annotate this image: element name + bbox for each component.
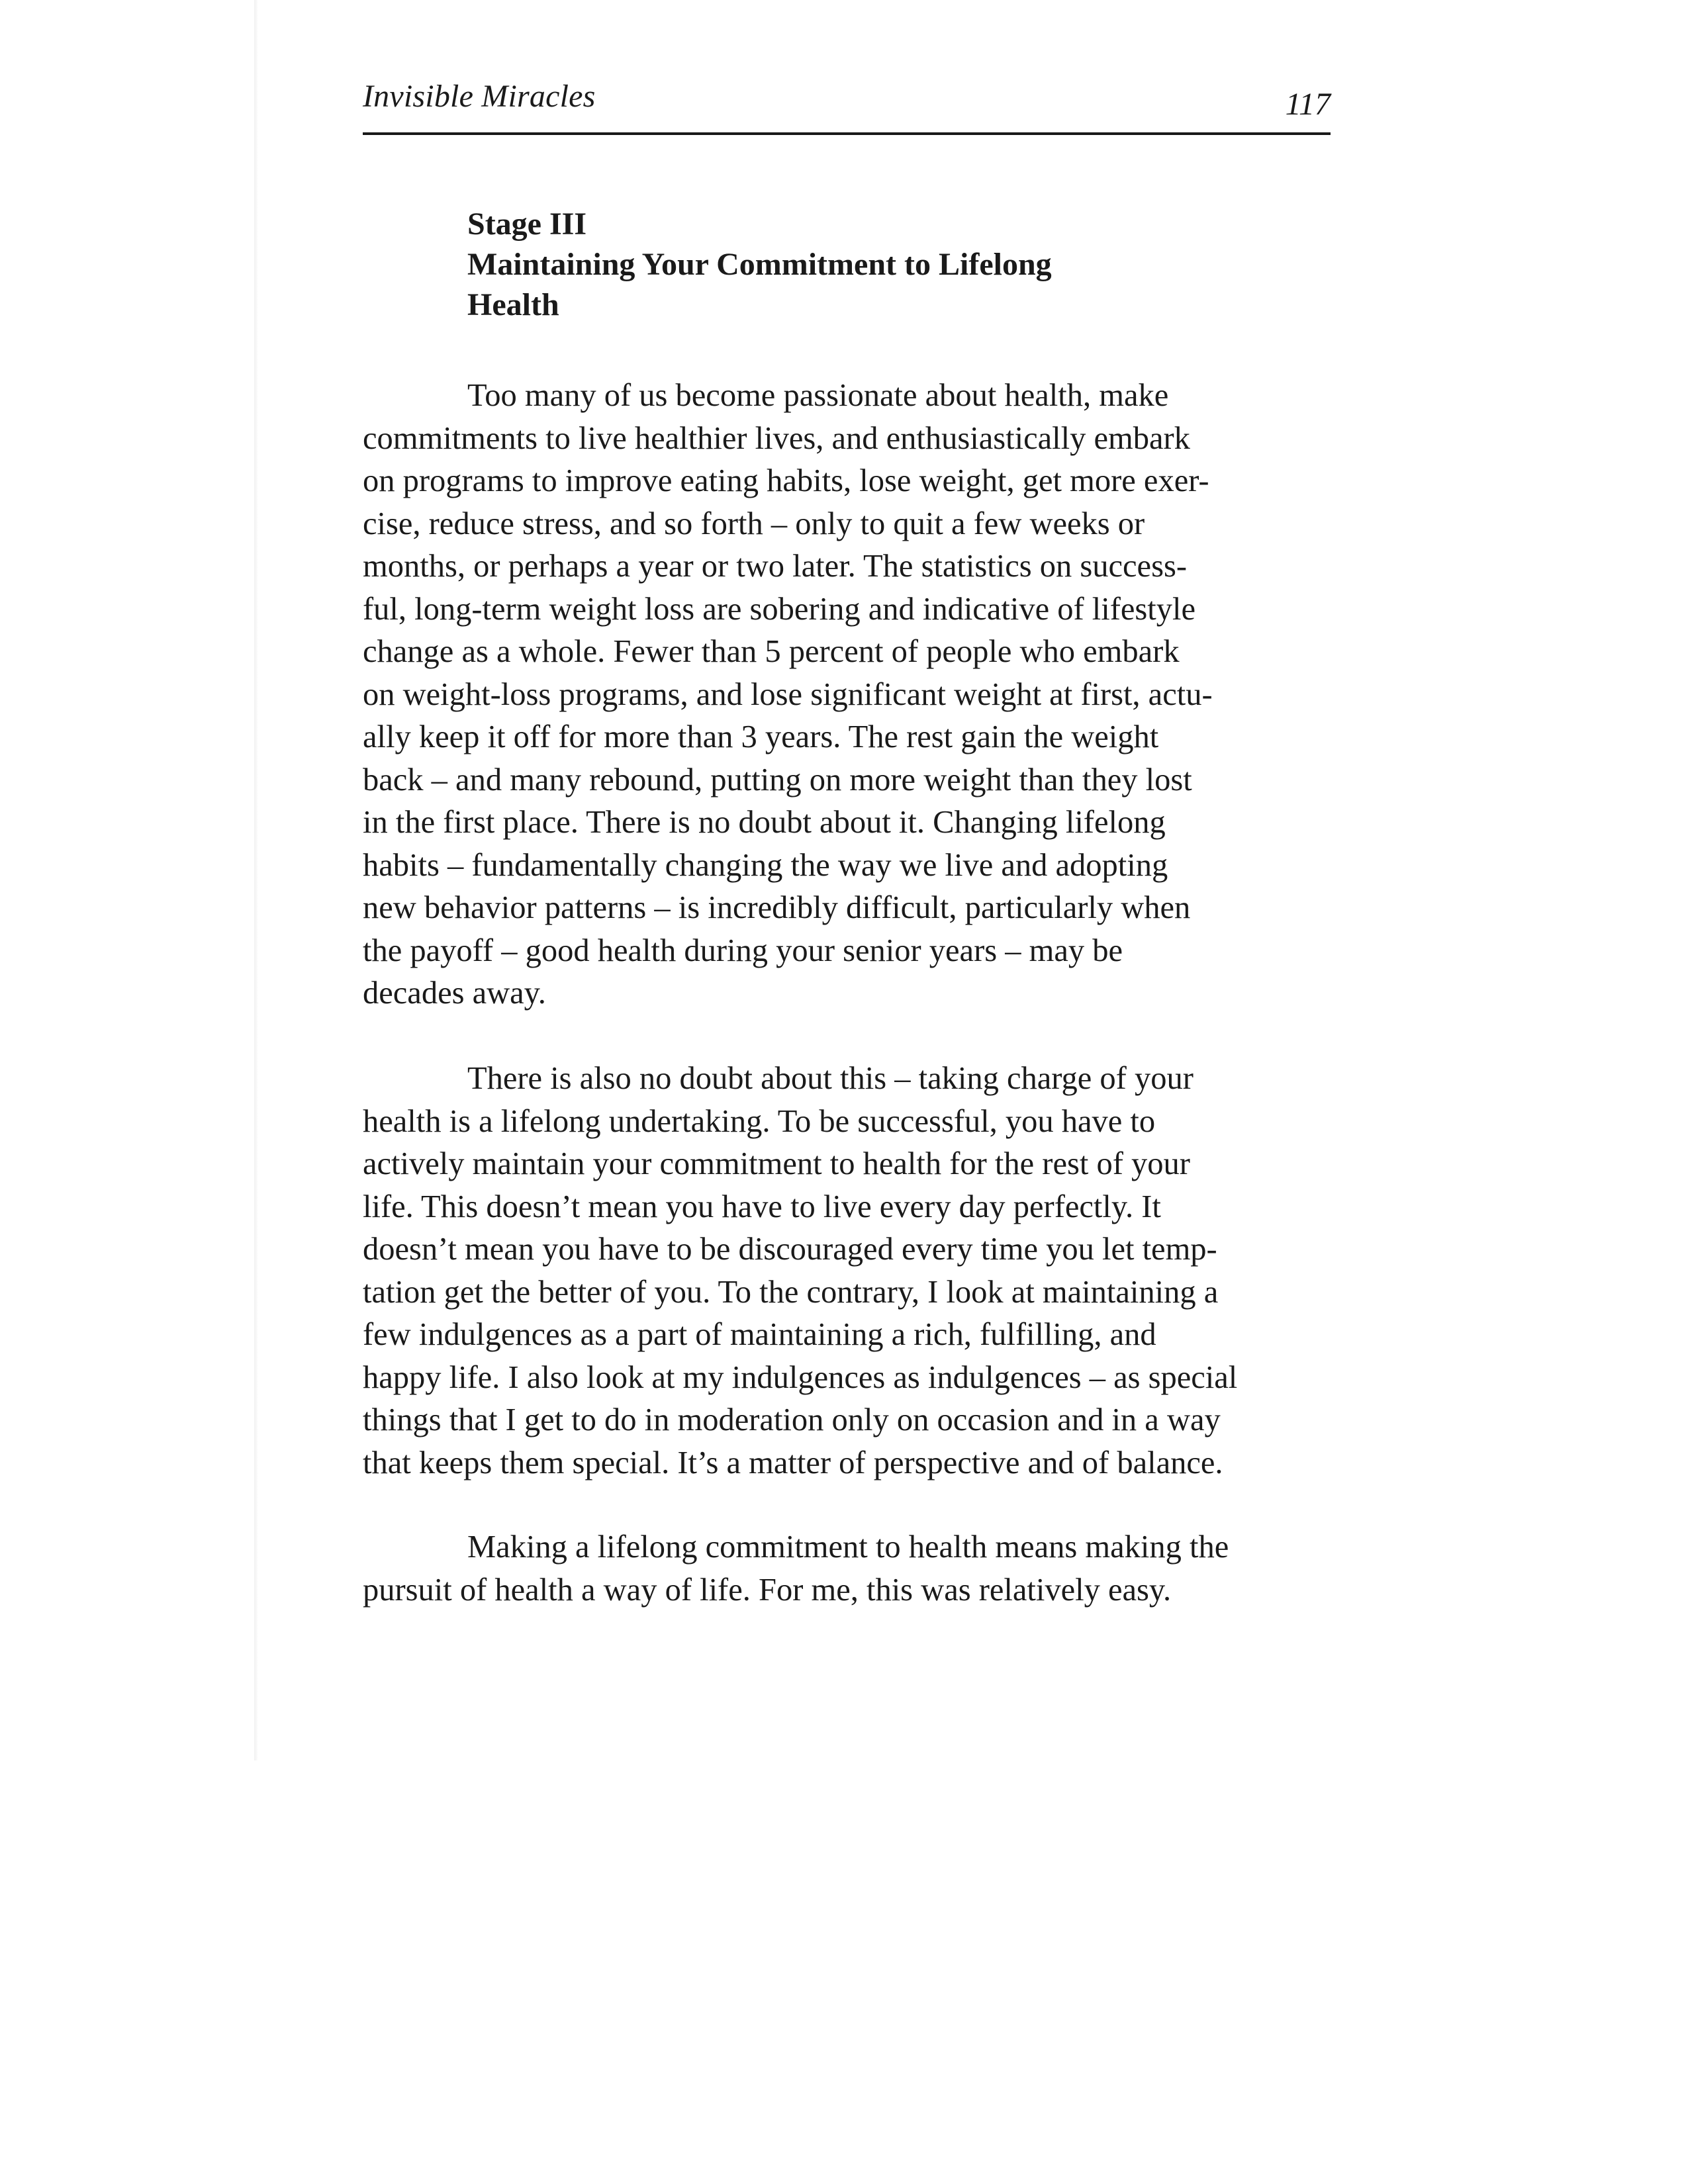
- text-line: on programs to improve eating habits, lose weight, get more exer-: [363, 463, 1209, 498]
- text-line: commitments to live healthier lives, and enthusiastically embark: [363, 420, 1190, 456]
- section-heading: [467, 204, 1229, 325]
- text-line: change as a whole. Fewer than 5 percent of people who embark: [363, 634, 1180, 669]
- text-line: Too many of us become passionate about health, make: [467, 378, 1169, 413]
- text-line: on weight-loss programs, and lose significant weight at first, actu-: [363, 676, 1213, 712]
- heading-line: Maintaining Your Commitment to Lifelong: [467, 247, 1052, 282]
- text-line: things that I get to do in moderation only on occasion and in a way: [363, 1402, 1221, 1437]
- text-line: ful, long-term weight loss are sobering and indicative of lifestyle: [363, 591, 1196, 627]
- text-line: health is a lifelong undertaking. To be successful, you have to: [363, 1103, 1156, 1139]
- text-line: in the first place. There is no doubt about it. Changing lifelong: [363, 805, 1166, 840]
- text-line: life. This doesn’t mean you have to live every day perfectly. It: [363, 1189, 1161, 1224]
- paragraph-1: [363, 375, 1337, 1015]
- text-line: doesn’t mean you have to be discouraged every time you let temp-: [363, 1232, 1217, 1267]
- text-line: happy life. I also look at my indulgences as indulgences – as special: [363, 1359, 1238, 1395]
- text-line: months, or perhaps a year or two later. The statistics on success-: [363, 549, 1187, 584]
- text-line: Making a lifelong commitment to health means making the: [467, 1529, 1229, 1565]
- heading-line: Stage III: [467, 206, 587, 242]
- paragraph-3: [363, 1526, 1337, 1612]
- text-line: pursuit of health a way of life. For me, this was relatively easy.: [363, 1572, 1172, 1608]
- running-header: [363, 71, 1331, 143]
- text-line: back – and many rebound, putting on more weight than they lost: [363, 762, 1192, 797]
- text-line: new behavior patterns – is incredibly difficult, particularly when: [363, 890, 1191, 925]
- heading-line: Health: [467, 287, 559, 322]
- header-rule: [363, 132, 1331, 135]
- text-line: actively maintain your commitment to health for the rest of your: [363, 1146, 1190, 1181]
- text-line: tation get the better of you. To the contrary, I look at maintaining a: [363, 1274, 1219, 1310]
- text-line: that keeps them special. It’s a matter of perspective and of balance.: [363, 1445, 1223, 1480]
- text-line: habits – fundamentally changing the way we live and adopting: [363, 847, 1168, 883]
- text-line: decades away.: [363, 976, 546, 1011]
- text-line: There is also no doubt about this – taking charge of your: [467, 1061, 1194, 1096]
- text-line: cise, reduce stress, and so forth – only to quit a few weeks or: [363, 506, 1145, 541]
- text-line: few indulgences as a part of maintaining a rich, fulfilling, and: [363, 1317, 1156, 1352]
- running-title: Invisible Miracles: [363, 79, 596, 114]
- paragraph-2: [363, 1058, 1337, 1484]
- text-line: the payoff – good health during your senior years – may be: [363, 933, 1123, 968]
- text-line: ally keep it off for more than 3 years. The rest gain the weight: [363, 719, 1159, 754]
- page-binding-edge: [254, 0, 258, 1760]
- page-number: 117: [1285, 87, 1331, 122]
